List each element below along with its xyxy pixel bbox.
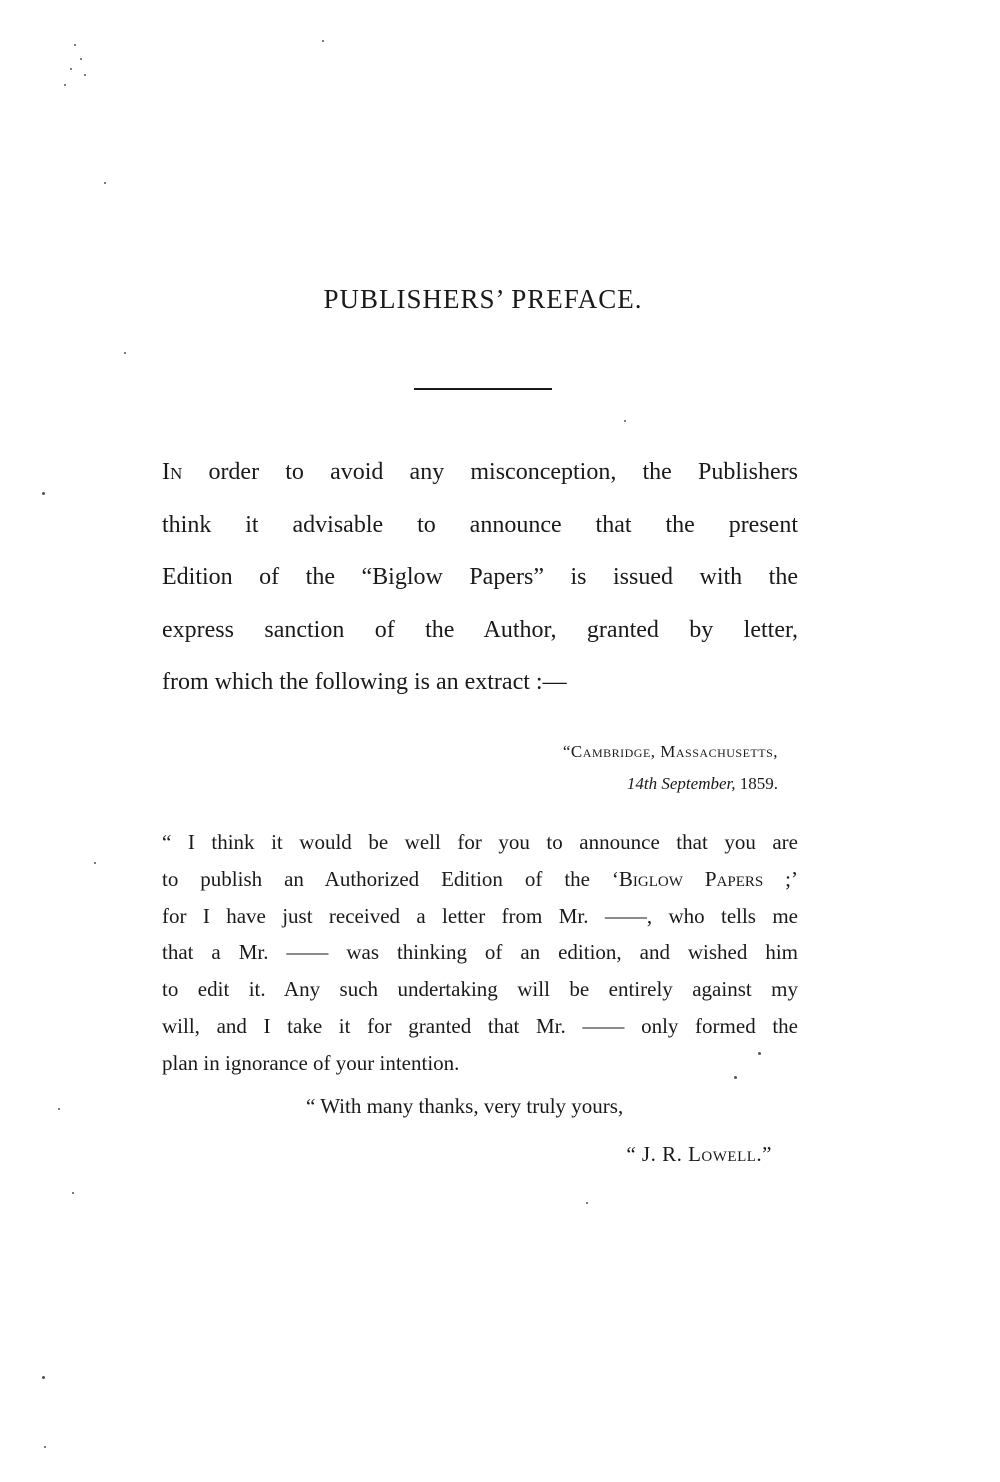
scan-speck bbox=[58, 1108, 60, 1110]
scan-speck bbox=[758, 1052, 761, 1055]
book-title: Biglow Papers bbox=[618, 866, 764, 891]
scan-speck bbox=[42, 1376, 45, 1379]
letter-line: plan in ignorance of your intention. bbox=[162, 1050, 460, 1075]
scan-speck bbox=[74, 44, 76, 46]
scan-speck bbox=[624, 420, 626, 422]
scan-speck bbox=[80, 58, 82, 60]
intro-line-text: order to avoid any misconception, the Publishers bbox=[182, 459, 798, 485]
intro-line: express sanction of the Author, granted by letter, bbox=[162, 616, 798, 643]
scan-speck bbox=[322, 40, 324, 42]
intro-line bbox=[162, 452, 798, 505]
scan-speck bbox=[84, 74, 86, 76]
letter-line: will, and I take it for granted that Mr. —— only formed the bbox=[162, 1013, 798, 1038]
letter-line: to edit it. Any such undertaking will be entirely against my bbox=[162, 977, 798, 1002]
letter-closing: “ With many thanks, very truly yours, bbox=[306, 1094, 624, 1118]
intro-first-word: In bbox=[162, 459, 183, 485]
intro-line: Edition of the “Biglow Papers” is issued with the bbox=[162, 564, 798, 590]
letter-line bbox=[162, 863, 798, 900]
scan-speck bbox=[44, 1446, 46, 1448]
scan-speck bbox=[124, 352, 126, 354]
scan-speck bbox=[734, 1076, 737, 1079]
letter-body bbox=[162, 826, 798, 1084]
scan-speck bbox=[64, 84, 66, 86]
intro-line: think it advisable to announce that the present bbox=[162, 511, 798, 538]
letter-signature: “ J. R. Lowell.” bbox=[626, 1142, 772, 1166]
scan-speck bbox=[94, 862, 96, 864]
intro-line: from which the following is an extract :— bbox=[162, 669, 567, 695]
scan-speck bbox=[104, 182, 106, 184]
scan-speck bbox=[586, 1202, 588, 1204]
letter-date-year: 1859. bbox=[735, 774, 778, 793]
letter-line-text: ;’ bbox=[763, 866, 799, 891]
scan-speck bbox=[42, 492, 45, 495]
letter-date-day: 14th September, bbox=[626, 774, 736, 793]
letter-line: that a Mr. —— was thinking of an edition, and wished him bbox=[162, 940, 798, 965]
letter-place: “Cambridge, Massachusetts, bbox=[562, 742, 778, 761]
scan-speck bbox=[70, 68, 72, 70]
scan-speck bbox=[72, 1192, 74, 1194]
title-rule bbox=[414, 388, 552, 390]
letter-line-text: to publish an Authorized Edition of the ‘ bbox=[162, 866, 619, 891]
letter-date bbox=[0, 774, 778, 794]
intro-paragraph bbox=[162, 452, 798, 715]
letter-line: “ I think it would be well for you to announce that you are bbox=[162, 830, 798, 854]
page-title: PUBLISHERS’ PREFACE. bbox=[323, 284, 643, 314]
letter-line: for I have just received a letter from Mr. ——, who tells me bbox=[162, 903, 798, 928]
